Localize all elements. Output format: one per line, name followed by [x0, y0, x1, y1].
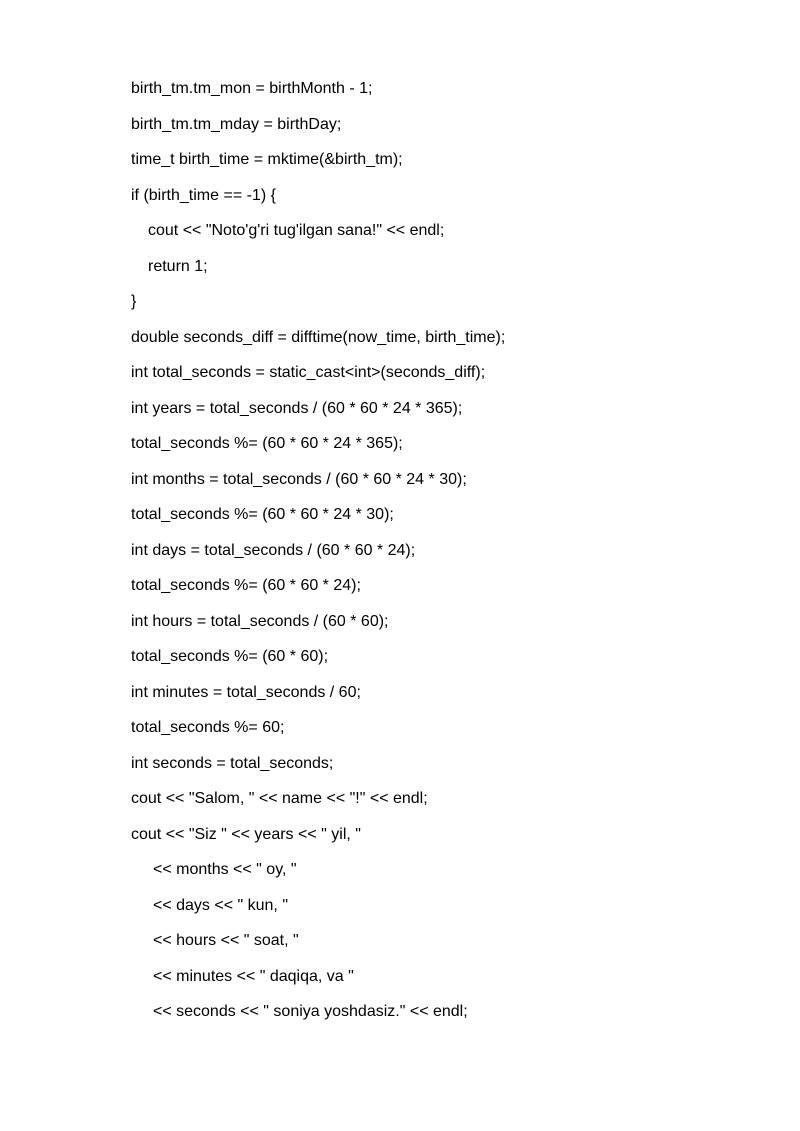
code-line: total_seconds %= (60 * 60 * 24);	[131, 577, 361, 594]
code-line: int months = total_seconds / (60 * 60 * 24 * 30);	[131, 470, 467, 488]
code-line: total_seconds %= 60;	[131, 719, 285, 736]
code-line: double seconds_diff = difftime(now_time, birth_time);	[131, 328, 506, 346]
code-line: int days = total_seconds / (60 * 60 * 24);	[131, 541, 416, 559]
code-line: int minutes = total_seconds / 60;	[131, 683, 361, 701]
code-line: cout << "Salom, " << name << "!" << endl;	[131, 790, 428, 807]
code-line: int hours = total_seconds / (60 * 60);	[131, 612, 389, 630]
code-line: << hours << " soat, "	[153, 932, 299, 949]
code-line: birth_tm.tm_mday = birthDay;	[131, 115, 342, 133]
code-listing	[131, 71, 505, 1030]
code-line: cout << "Noto'g'ri tug'ilgan sana!" << endl;	[148, 222, 445, 239]
code-line: << seconds << " soniya yoshdasiz." << endl;	[153, 1003, 468, 1020]
code-line: if (birth_time == -1) {	[131, 186, 276, 204]
code-line: }	[131, 293, 137, 310]
code-line: int years = total_seconds / (60 * 60 * 24 * 365);	[131, 399, 463, 417]
code-line: total_seconds %= (60 * 60);	[131, 648, 329, 665]
code-line: << months << " oy, "	[153, 861, 297, 878]
code-line: int seconds = total_seconds;	[131, 754, 334, 772]
code-line: return 1;	[148, 257, 208, 275]
code-line: int total_seconds = static_cast<int>(seconds_diff);	[131, 364, 486, 381]
code-line: cout << "Siz " << years << " yil, "	[131, 825, 361, 843]
code-line: time_t birth_time = mktime(&birth_tm);	[131, 151, 403, 168]
code-line: total_seconds %= (60 * 60 * 24 * 30);	[131, 506, 394, 523]
code-line: << minutes << " daqiqa, va "	[153, 967, 354, 985]
code-line: total_seconds %= (60 * 60 * 24 * 365);	[131, 435, 403, 452]
code-line: birth_tm.tm_mon = birthMonth - 1;	[131, 80, 373, 97]
code-line: << days << " kun, "	[153, 896, 288, 914]
